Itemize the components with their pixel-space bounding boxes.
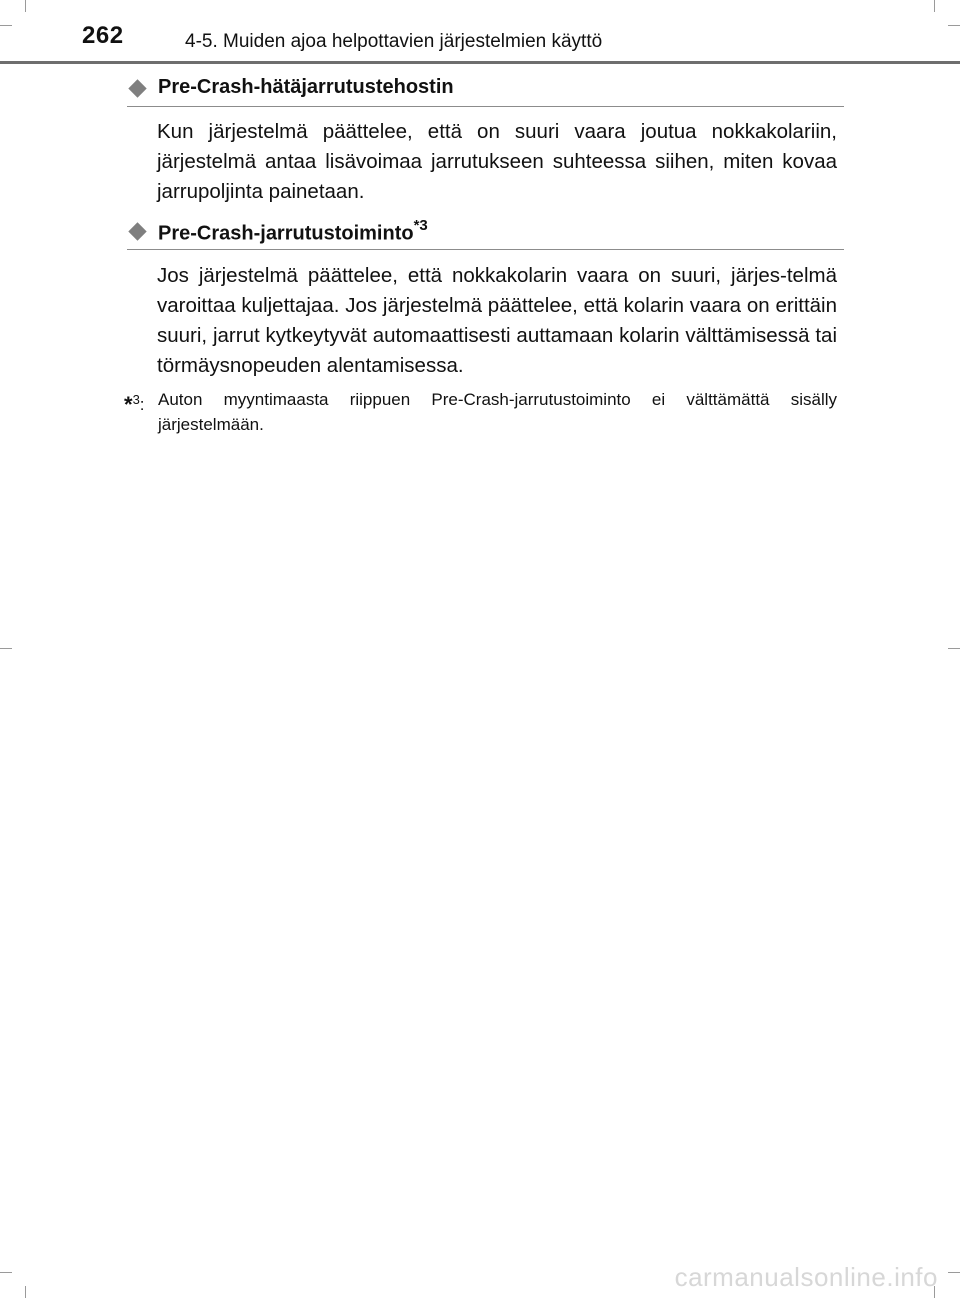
diamond-icon [128, 222, 146, 240]
crop-mark [0, 1272, 12, 1273]
crop-mark [25, 1286, 26, 1298]
crop-mark [948, 25, 960, 26]
crop-mark [0, 648, 12, 649]
crop-mark [25, 0, 26, 12]
crop-mark [948, 1272, 960, 1273]
section-heading-auto-brake [127, 219, 844, 250]
crop-mark [0, 25, 12, 26]
section-heading-brake-assist [127, 76, 844, 107]
section-body-brake-assist: Kun järjestelmä päättelee, että on suuri vaara joutua nokkakolariin, järjestelmä antaa lisävoimaa jarrutukseen suhteessa siihen, miten kovaa jarrupoljinta painetaan. [157, 120, 837, 203]
section-heading-text: Pre-Crash-hätäjarrutustehostin [158, 76, 454, 98]
section-body-auto-brake: Jos järjestelmä päättelee, että nokkakolarin vaara on suuri, järjes-telmä varoittaa kuljettajaa. Jos järjestelmä päättelee, että kolarin vaara on erittäin suuri, jarrut kytkeytyvät automaattisesti auttamaan kolarin välttämisessä tai törmäysnopeuden alentamisessa. [157, 264, 837, 377]
footnote [124, 387, 837, 437]
footnote-number: 3 [132, 392, 140, 407]
section-heading-label: Pre-Crash-jarrutustoiminto [158, 222, 414, 245]
footnote-separator: : [139, 395, 145, 414]
crop-mark [934, 0, 935, 12]
footnote-reference: *3 [413, 217, 428, 234]
footnote-star: * [124, 392, 133, 417]
header-rule [0, 61, 960, 64]
page-number: 262 [82, 22, 124, 49]
diamond-icon [128, 79, 146, 97]
footnote-marker [124, 387, 145, 417]
crop-mark [948, 648, 960, 649]
watermark: carmanualsonline.info [674, 1262, 938, 1292]
footnote-text: Auton myyntimaasta riippuen Pre-Crash-jarrutustoiminto ei välttämättä sisälly järjestelmään. [158, 390, 837, 434]
chapter-title: 4-5. Muiden ajoa helpottavien järjestelmien käyttö [185, 31, 603, 52]
section-heading-text [158, 219, 428, 246]
